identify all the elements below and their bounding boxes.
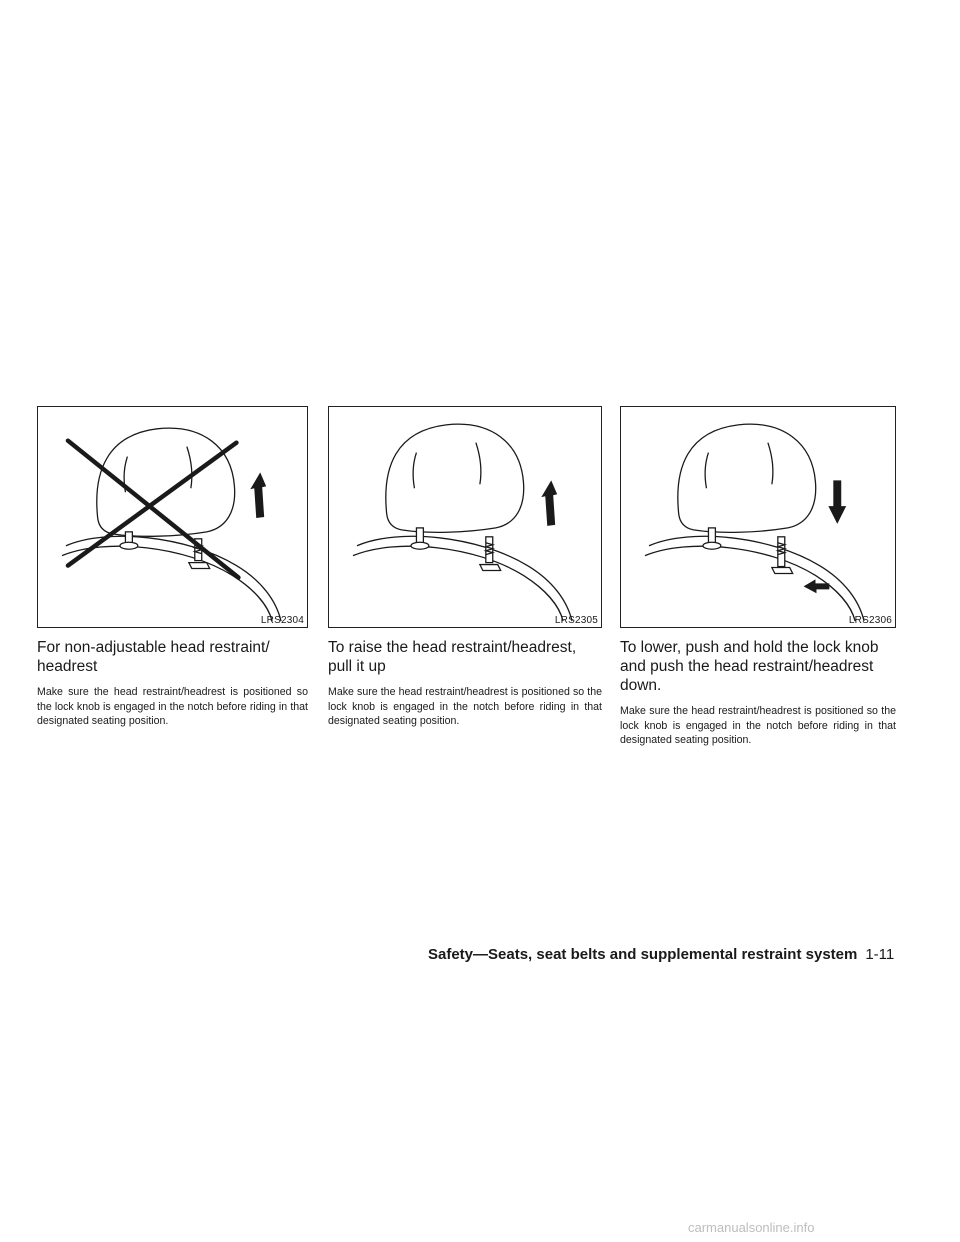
up-arrow-icon [250, 472, 266, 518]
column-non-adjustable [37, 406, 308, 729]
section-body: Make sure the head restraint/headrest is positioned so the lock knob is engaged in the notch before riding in that designated seating position. [620, 705, 896, 746]
column-raise [328, 406, 602, 729]
figure-non-adjustable-headrest [37, 406, 308, 628]
down-arrow-icon [828, 480, 846, 524]
section-heading: To raise the head restraint/headrest, pull it up [328, 639, 577, 675]
footer-section-title: Safety—Seats, seat belts and supplemental restraint system [428, 946, 858, 963]
headrest-illustration [38, 407, 307, 627]
section-body: Make sure the head restraint/headrest is positioned so the lock knob is engaged in the notch before riding in that designated seating position. [328, 686, 602, 727]
section-heading: For non-adjustable head restraint/ headrest [37, 639, 270, 675]
figure-code: LRS2304 [260, 615, 304, 626]
column-lower [620, 406, 896, 748]
figure-code: LRS2305 [554, 615, 598, 626]
page-number: 1-11 [865, 946, 895, 963]
headrest-illustration [621, 407, 895, 627]
page-footer [428, 946, 896, 963]
figure-lower-headrest [620, 406, 896, 628]
figure-raise-headrest [328, 406, 602, 628]
up-arrow-icon [541, 480, 557, 526]
figure-code: LRS2306 [848, 615, 892, 626]
push-arrow-icon [804, 579, 830, 593]
headrest-illustration [329, 407, 601, 627]
section-heading: To lower, push and hold the lock knob and push the head restraint/headrest down. [620, 639, 879, 694]
section-body: Make sure the head restraint/headrest is positioned so the lock knob is engaged in the notch before riding in that designated seating position. [37, 686, 308, 727]
watermark: carmanualsonline.info [688, 1220, 815, 1235]
